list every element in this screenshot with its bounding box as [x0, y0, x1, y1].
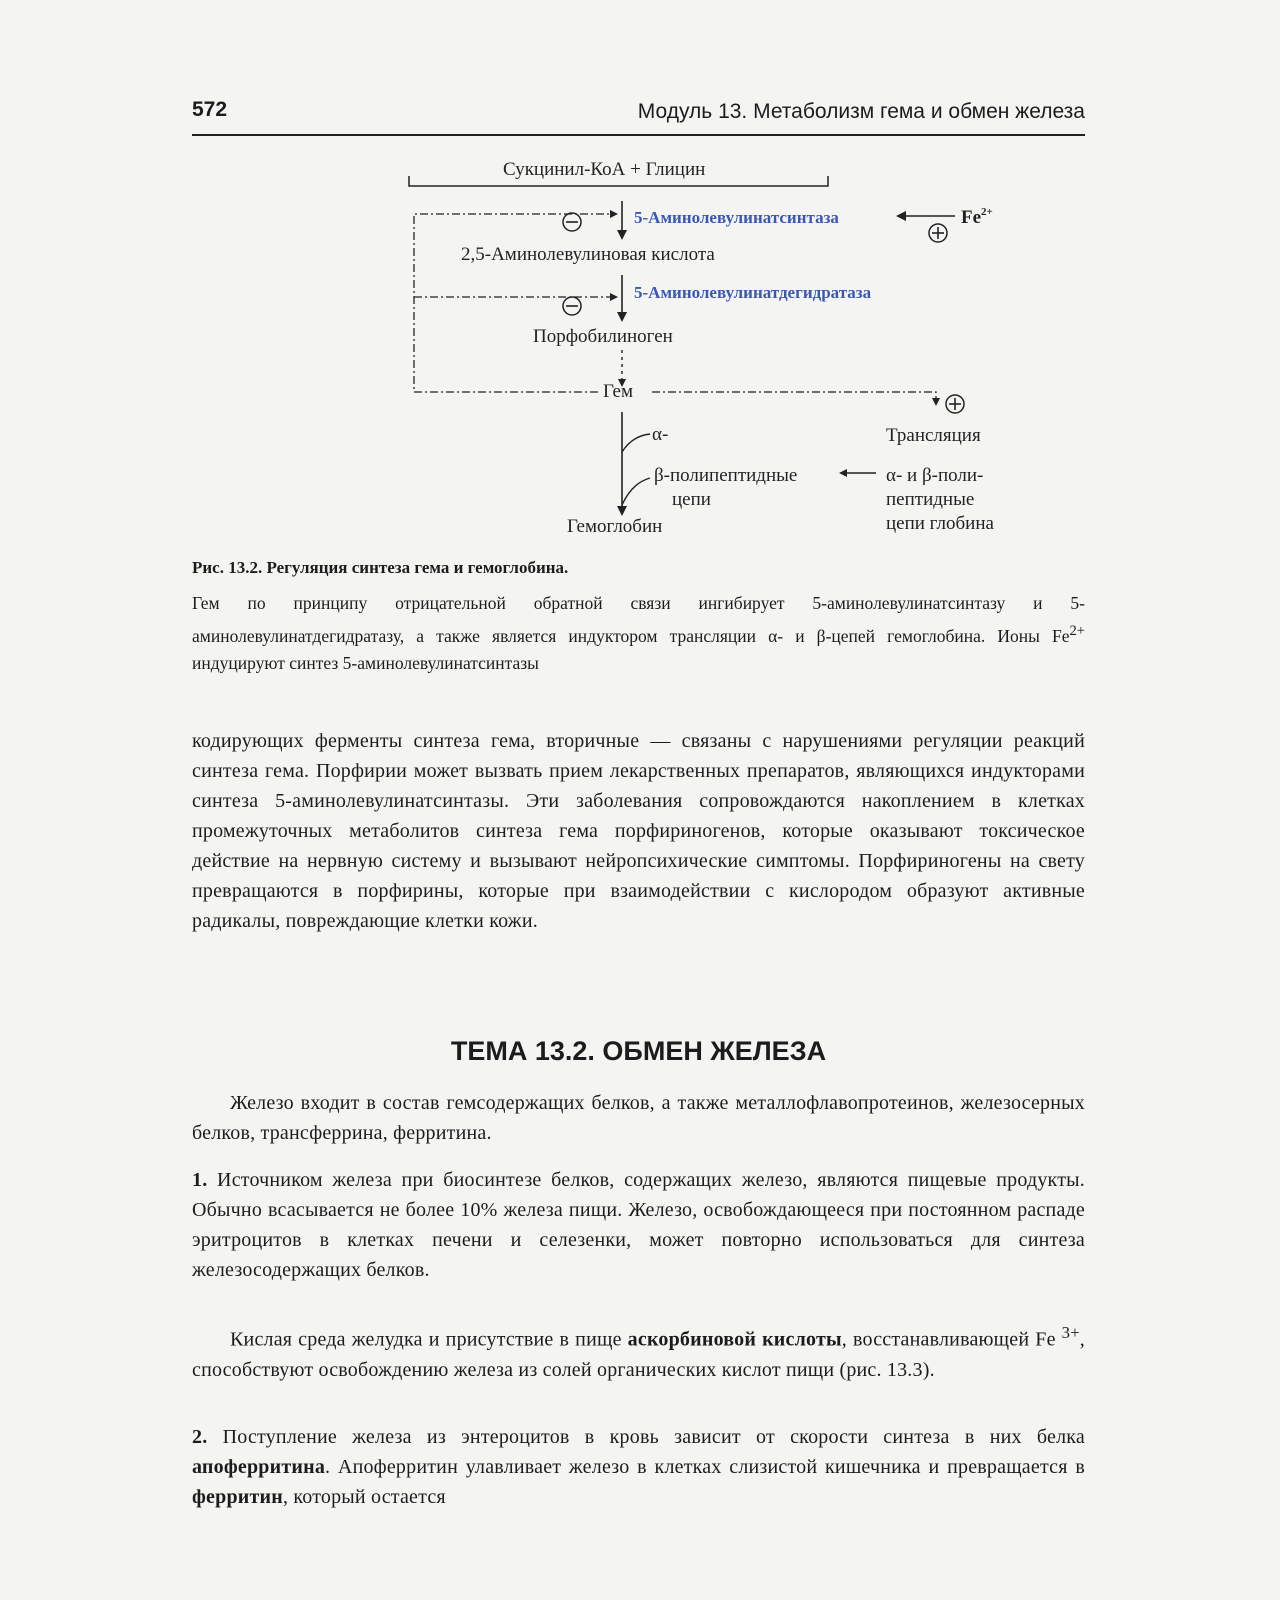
pathway-arrowhead-1 [617, 230, 627, 240]
header-rule [192, 134, 1085, 136]
paragraph-ascorbic-acid: Кислая среда желудка и присутствие в пище аскорбиновой кислоты, восстанавливающей Fe $^{3+}$, способствуют освобождению железа из солей органических кислот пищи (рис. 13.3). [192, 1323, 1085, 1381]
enzyme-ala-synthase: 5-Аминолевулинатсинтаза [634, 208, 839, 227]
substrates-label: Сукцинил-КоА + Глицин [503, 159, 706, 180]
paragraph-iron-intro: Железо входит в состав гемсодержащих белков, а также металлофлавопротеинов, железосерных белков, трансферрина, ферритина. [192, 1092, 1085, 1144]
beta-chains-line2: цепи [672, 489, 711, 510]
porphobilinogen-label: Порфобилиноген [533, 326, 673, 347]
list-item-1: 1. Источником железа при биосинтезе белков, содержащих железо, являются пищевые продукты. Обычно всасывается не более 10% железа пищи. Железо, освобождающееся при постоянном распаде эритроцитов в клетках печени и селезенки, может повторно использоваться для синтеза железосодержащих белков. [192, 1169, 1085, 1281]
pathway-arrowhead-2 [617, 312, 627, 322]
figure-caption-title: Рис. 13.2. Регуляция синтеза гема и гемоглобина. [192, 558, 569, 577]
fe-ion-label: $Fe^{2+}$ [961, 206, 993, 228]
running-header: Модуль 13. Метаболизм гема и обмен железа [637, 100, 1085, 123]
heme-regulation-diagram [0, 150, 1280, 550]
fe-arrowhead [896, 211, 906, 221]
alpha-chain-curve [622, 434, 650, 452]
list-item-2: 2. Поступление железа из энтероцитов в кровь зависит от скорости синтеза в них белка апоферритина. Апоферритин улавливает железо в клетках слизистой кишечника и превращается в ферритин, который остается [192, 1426, 1085, 1508]
hemoglobin-label: Гемоглобин [567, 516, 663, 537]
beta-chains-line1: β-полипептидные [654, 465, 798, 486]
globin-chains-line1: α- и β-поли- [886, 465, 984, 486]
aminolevulinic-acid-label: 2,5-Аминолевулиновая кислота [461, 244, 715, 265]
globin-chains-line3: цепи глобина [886, 513, 994, 534]
translation-activation-line [652, 392, 936, 400]
page-number: 572 [192, 98, 228, 121]
enzyme-ala-dehydratase: 5-Аминолевулинатдегидратаза [634, 283, 872, 302]
translation-label: Трансляция [886, 425, 981, 446]
globin-chains-line2: пептидные [886, 489, 975, 510]
alpha-label: α- [652, 424, 669, 445]
heme-label: Гем [603, 381, 633, 402]
figure-caption-body: Гем по принципу отрицательной обратной связи ингибирует 5-аминолевулинатсинтазу и 5-аминолевулинатдегидратазу, а также является индуктором трансляции α- и β-цепей гемоглобина. Ионы $Fe^{2+}$ индуцируют синтез 5-аминолевулинатсинтазы [192, 593, 1085, 673]
paragraph-porphyria: кодирующих ферменты синтеза гема, вторичные — связаны с нарушениями регуляции реакций синтеза гема. Порфирии может вызвать прием лекарственных препаратов, являющихся индукторами синтеза 5-аминолевулинатсинтазы. Эти заболевания сопровождаются накоплением в клетках промежуточных метаболитов синтеза гема порфириногенов, которые оказывают токсическое действие на нервную систему и вызывают нейропсихические симптомы. Порфириногены на свету превращаются в порфирины, которые при взаимодействии с кислородом образуют активные радикалы, повреждающие клетки кожи. [192, 730, 1085, 932]
beta-chain-curve [622, 478, 650, 505]
topic-heading: ТЕМА 13.2. ОБМЕН ЖЕЛЕЗА [450, 1036, 827, 1066]
